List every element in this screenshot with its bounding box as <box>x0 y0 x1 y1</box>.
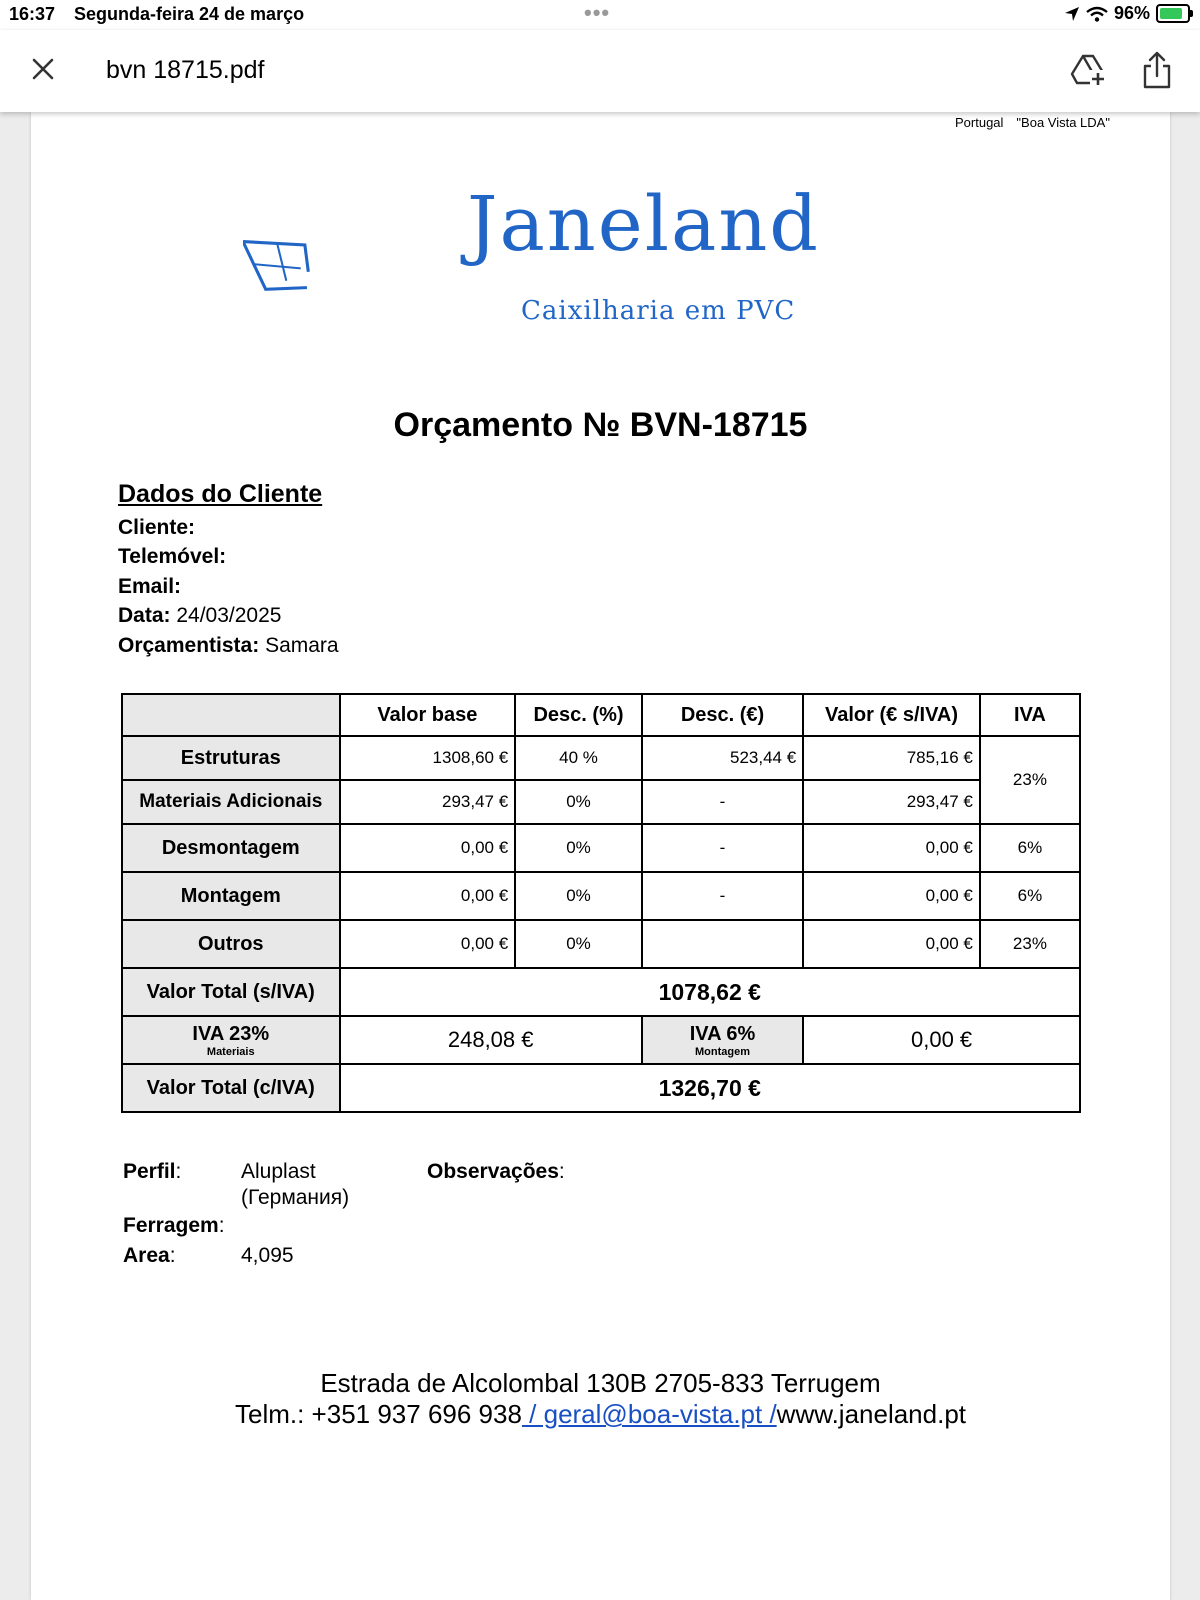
value-without-vat: 0,00 € <box>803 920 980 968</box>
column-header: Desc. (€) <box>642 694 803 736</box>
pdf-page: Portugal "Boa Vista LDA" Janeland Caixilharia em PVC Orçamento № BVN-18715 Dados do Cliente Cliente: Telemóvel: Email: Data: 24/03/2025 Orçamentista: Samara Valor base Desc. (%) Desc. (€) Valor (€ s/IVA) IVA Estruturas 1308,60 € 40 % 523,44 € 785,16 € 23% Materiais Adicionais 293,47 € 0% - 293,47 € Desmontagem 0,00 € 0% - 0,00 € 6% Montagem 0,00 € 0% - 0,00 € 6% Outros 0,00 € 0% 0,00 € 23% Valor Total (s/IVA) 1078,62 € IVA 23% Materiais 248,08 € IVA 6% Montagem 0,00 € Valor Total (c/IVA) 1326,70 € Perfil: Aluplast (Германия) Observações: Ferragem: Area: 4,095 Estrada de Alcolombal 130B 2705-833 Terrugem Telm.: +351 937 696 938 / geral@boa-vista.pt /www.janeland.pt <box>31 112 1170 1600</box>
footer-contacts <box>31 1399 1170 1430</box>
vat-rate: 23% <box>980 736 1080 824</box>
total-with-vat-label: Valor Total (c/IVA) <box>122 1064 340 1112</box>
quote-title: Orçamento № BVN-18715 <box>393 406 808 444</box>
value-without-vat: 785,16 € <box>803 736 980 780</box>
base-value: 1308,60 € <box>340 736 516 780</box>
discount-euro: - <box>642 872 803 920</box>
table-row <box>122 736 1080 780</box>
profile-label: Perfil <box>123 1160 176 1183</box>
table-row <box>122 872 1080 920</box>
vat6-value: 0,00 € <box>803 1016 1080 1064</box>
table-header-row <box>122 694 1080 736</box>
total-without-vat-label: Valor Total (s/IVA) <box>122 968 340 1016</box>
vat6-label: IVA 6% <box>689 1022 756 1045</box>
vat-rate: 6% <box>980 872 1080 920</box>
email-label: Email: <box>118 574 182 598</box>
date-label: Data: <box>118 604 171 627</box>
add-to-drive-icon[interactable] <box>1070 52 1106 88</box>
page-corner-text <box>955 115 1123 130</box>
profile-origin: (Германия) <box>241 1186 350 1209</box>
row-label: Materiais Adicionais <box>122 780 340 824</box>
share-icon[interactable] <box>1140 50 1174 90</box>
file-name: bvn 18715.pdf <box>106 56 265 84</box>
row-label: Outros <box>122 920 340 968</box>
total-with-vat-value: 1326,70 € <box>340 1064 1080 1112</box>
viewer-toolbar <box>0 30 1200 112</box>
table-row <box>122 780 1080 824</box>
footer-website: www.janeland.pt <box>776 1399 967 1429</box>
profile-value: Aluplast <box>241 1160 316 1183</box>
vat23-label: IVA 23% <box>192 1022 270 1045</box>
vat6-sublabel: Montagem <box>695 1045 750 1058</box>
column-header: Valor base <box>340 694 516 736</box>
status-bar <box>0 0 1200 30</box>
vat-rate: 6% <box>980 824 1080 872</box>
area-label: Area <box>123 1244 170 1267</box>
wifi-icon <box>1086 6 1108 22</box>
discount-euro <box>642 920 803 968</box>
table-row <box>122 920 1080 968</box>
base-value: 0,00 € <box>340 872 516 920</box>
brand-name: Janeland <box>467 179 820 268</box>
total-without-vat-row <box>122 968 1080 1016</box>
column-header: Desc. (%) <box>515 694 642 736</box>
value-without-vat: 293,47 € <box>803 780 980 824</box>
discount-percent: 0% <box>515 920 642 968</box>
discount-euro: - <box>642 780 803 824</box>
client-heading: Dados do Cliente <box>118 480 323 508</box>
discount-percent: 0% <box>515 824 642 872</box>
total-with-vat-row <box>122 1064 1080 1112</box>
status-date: Segunda-feira 24 de março <box>74 4 305 24</box>
multitasking-dots[interactable]: ••• <box>584 0 611 25</box>
brand-tagline: Caixilharia em PVC <box>521 296 796 326</box>
hardware-label: Ferragem <box>123 1214 219 1237</box>
location-icon <box>1064 6 1080 22</box>
vat23-sublabel: Materiais <box>206 1045 255 1058</box>
battery-icon <box>1156 4 1190 23</box>
row-label: Desmontagem <box>122 824 340 872</box>
column-header: Valor (€ s/IVA) <box>803 694 980 736</box>
quote-table <box>121 693 1081 1113</box>
corner-country: Portugal <box>955 115 1004 130</box>
total-without-vat-value: 1078,62 € <box>340 968 1080 1016</box>
discount-percent: 0% <box>515 872 642 920</box>
footer-phone: Telm.: +351 937 696 938 <box>234 1399 522 1429</box>
row-label: Montagem <box>122 872 340 920</box>
date-value: 24/03/2025 <box>176 604 282 627</box>
vat23-label-cell <box>122 1016 340 1064</box>
table-corner-cell <box>122 694 340 736</box>
client-label: Cliente: <box>118 515 196 539</box>
client-data <box>118 480 339 660</box>
window-logo-icon <box>243 192 463 342</box>
column-header: IVA <box>980 694 1080 736</box>
footer-address: Estrada de Alcolombal 130B 2705-833 Terrugem <box>320 1368 881 1398</box>
vat23-value: 248,08 € <box>340 1016 642 1064</box>
vat-row <box>122 1016 1080 1064</box>
footer-email-link[interactable]: / geral@boa-vista.pt / <box>521 1399 777 1429</box>
corner-company: "Boa Vista LDA" <box>1016 115 1110 130</box>
observations-label: Observações <box>427 1160 559 1183</box>
discount-euro: - <box>642 824 803 872</box>
vat-rate: 23% <box>980 920 1080 968</box>
value-without-vat: 0,00 € <box>803 824 980 872</box>
estimator-value: Samara <box>265 633 339 657</box>
base-value: 0,00 € <box>340 920 516 968</box>
value-without-vat: 0,00 € <box>803 872 980 920</box>
discount-percent: 40 % <box>515 736 642 780</box>
estimator-label: Orçamentista: <box>118 633 260 657</box>
phone-label: Telemóvel: <box>118 545 227 568</box>
vat6-label-cell <box>642 1016 803 1064</box>
base-value: 0,00 € <box>340 824 516 872</box>
row-label: Estruturas <box>122 736 340 780</box>
table-row <box>122 824 1080 872</box>
area-value: 4,095 <box>241 1244 294 1267</box>
discount-percent: 0% <box>515 780 642 824</box>
status-time: 16:37 <box>9 4 56 24</box>
close-icon[interactable] <box>26 52 60 86</box>
base-value: 293,47 € <box>340 780 516 824</box>
battery-percent: 96% <box>1113 3 1150 23</box>
discount-euro: 523,44 € <box>642 736 803 780</box>
